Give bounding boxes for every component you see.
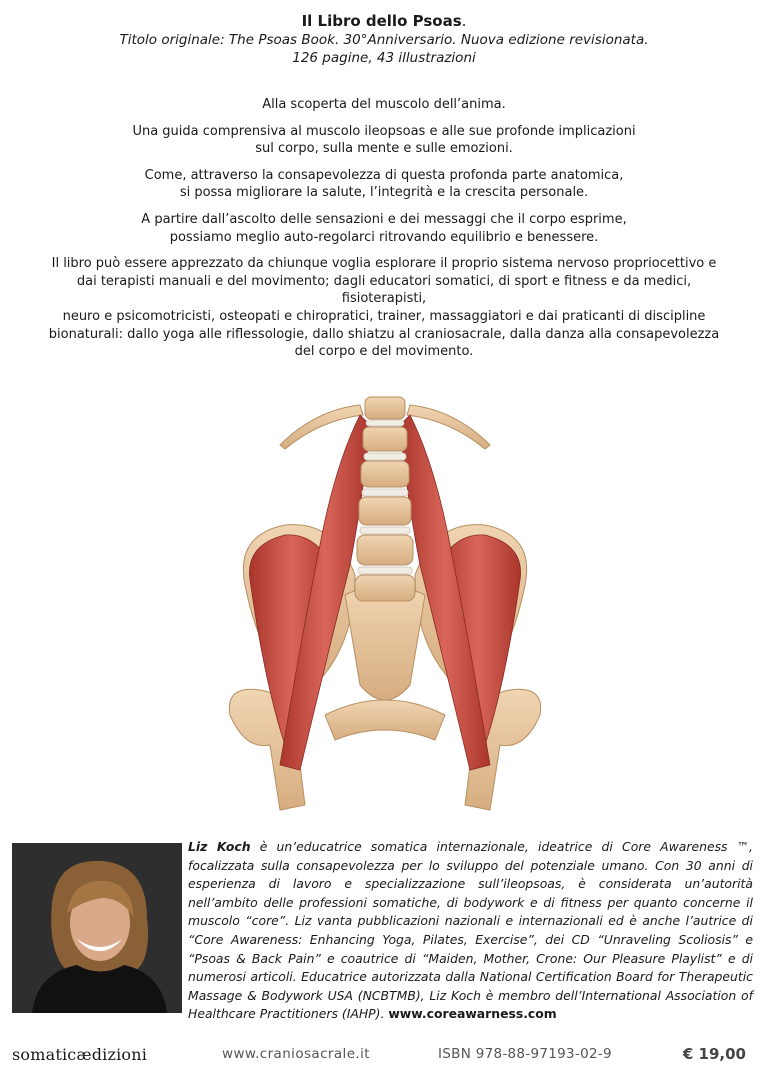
pubic-symphysis [325,700,445,740]
book-header [0,12,768,67]
publisher-logo: somaticædizioni [12,1045,148,1064]
author-photo [12,843,182,1013]
publisher-website[interactable]: www.craniosacrale.it [222,1046,370,1062]
price: € 19,00 [682,1045,746,1063]
book-description [40,96,728,370]
psoas-anatomy-illustration [205,385,565,825]
book-pages-illustrations: 126 pagine, 43 illustrazioni [292,50,476,66]
description-paragraph: A partire dall’ascolto delle sensazioni e dei messaggi che il corpo esprime, possiamo meglio auto-regolarci ritrovando equilibrio e benessere. [141,211,627,245]
sacrum [345,585,425,700]
isbn: ISBN 978-88-97193-02-9 [438,1046,612,1062]
description-paragraph: Come, attraverso la consapevolezza di questa profonda parte anatomica, si possa migliorare la salute, l’integrità e la crescita personale. [144,167,624,201]
book-original-title: Titolo originale: The Psoas Book. 30°Anniversario. Nuova edizione revisionata. [119,32,649,48]
description-paragraph: Una guida comprensiva al muscolo ileopsoas e alle sue profonde implicazioni sul corpo, sulla mente e sulle emozioni. [132,123,636,157]
author-name: Liz Koch [188,839,251,854]
author-bio-text: è un’educatrice somatica internazionale, ideatrice di Core Awareness ™, focalizzata sulla consapevolezza per lo sviluppo del potenziale umano. Con 30 anni di esperienza di lavoro e specializzazione sull’ileopsoas, è considerata un’autorità nell’ambito delle professioni somatiche, di bodywork e di fitness per quanto concerne il muscolo “core”. Liz vanta pubblicazioni nazionali e internazionali ed è anche l’autrice di “Core Awareness: Enhancing Yoga, Pilates, Exercise”, dei CD “Unraveling Scoliosis” e “Psoas & Back Pain” e coautrice di “Maiden, Mother, Crone: Our Pleasure Playlist” e di numerosi articoli. Educatrice autorizzata dalla National Certification Board for Therapeutic Massage & Bodywork USA (NCBTMB), Liz Koch è membro dell’International Association of Healthcare Practitioners (IAHP). [188,839,753,1022]
author-website-link[interactable]: www.coreawarness.com [388,1006,557,1022]
footer [0,1044,768,1068]
book-title: Il Libro dello Psoas. [301,12,467,30]
description-audience: Il libro può essere apprezzato da chiunque voglia esplorare il proprio sistema nervoso propriocettivo e dai terapisti manuali e del movimento; dagli educatori somatici, di sport e fitness e da medici, fisioterapisti, neuro e psicomotricisti, osteopati e chiropratici, trainer, massaggiatori e dai praticanti di discipline bionaturali: dallo yoga alle riflessologie, dallo shiatzu al craniosacrale, dalla danza alla consapevolezza del corpo e del movimento. [48,256,720,360]
author-bio [188,838,753,1024]
description-tagline: Alla scoperta del muscolo dell’anima. [262,97,506,112]
